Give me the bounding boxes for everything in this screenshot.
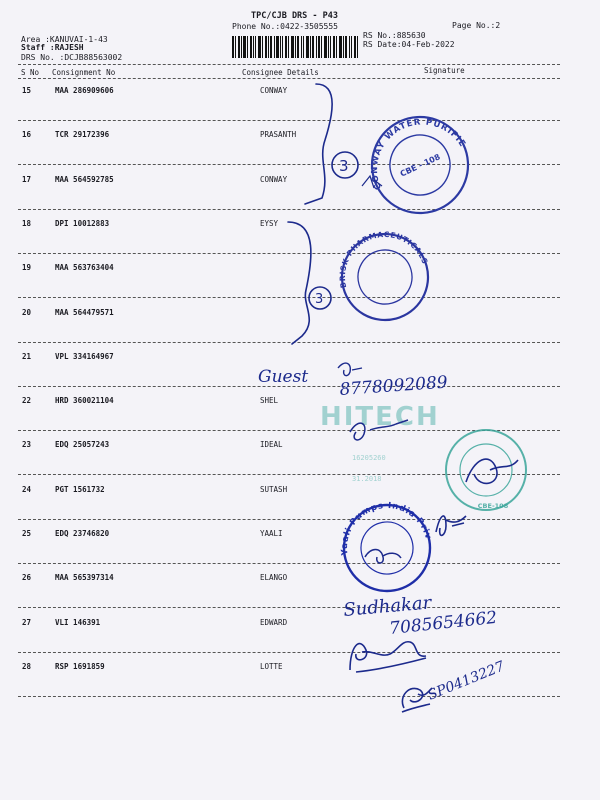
row-consignment-number: TCR 29172396 xyxy=(55,130,110,139)
row-consignee-name: EDWARD xyxy=(260,618,288,627)
row-divider xyxy=(18,164,560,165)
consignment-row xyxy=(0,304,600,348)
row-divider xyxy=(18,253,560,254)
row-consignee-name: SHEL xyxy=(260,396,279,405)
consignment-row xyxy=(0,614,600,658)
row-consignment-number: RSP 1691859 xyxy=(55,662,105,671)
svg-text:CBE-108: CBE-108 xyxy=(477,502,509,510)
row-consignee-name: ELANGO xyxy=(260,573,288,582)
conway-stamp-text: CONWAY WATER PURIFIER xyxy=(370,117,468,192)
row-consignee-name: PRASANTH xyxy=(260,130,297,139)
row21-phone: 8778092089 xyxy=(338,372,449,400)
row-divider xyxy=(18,652,560,653)
row-consignee-name: YAALI xyxy=(260,529,283,538)
row26-phone: 7085654662 xyxy=(388,607,499,639)
row-consignment-number: MAA 563763404 xyxy=(55,263,114,272)
row-divider xyxy=(18,120,560,121)
phone-number: Phone No.:0422-3505555 xyxy=(232,22,338,31)
row-divider xyxy=(18,696,560,697)
consignment-row xyxy=(0,658,600,702)
conway-stamp-city: CBE - 108 xyxy=(398,152,442,179)
row-divider xyxy=(18,607,560,608)
page-number: Page No.:2 xyxy=(452,21,501,30)
consignment-row xyxy=(0,436,600,480)
column-consignment: Consignment No xyxy=(52,68,116,77)
header-divider-bottom xyxy=(18,78,560,79)
svg-text:16205260: 16205260 xyxy=(352,454,386,462)
sheet-title: TPC/CJB DRS - P43 xyxy=(251,11,338,21)
row-consignment-number: HRD 360021104 xyxy=(55,396,114,405)
row-serial-number: 15 xyxy=(22,86,32,95)
row17-count: 3 xyxy=(339,157,349,175)
row-serial-number: 22 xyxy=(22,396,32,405)
row21-signature: Guest xyxy=(258,367,309,387)
consignment-row xyxy=(0,481,600,525)
row-divider xyxy=(18,386,560,387)
row-consignee-name: IDEAL xyxy=(260,440,283,449)
consignment-row xyxy=(0,259,600,303)
row-consignment-number: EDQ 25057243 xyxy=(55,440,110,449)
row-serial-number: 19 xyxy=(22,263,32,272)
column-signature: Signature xyxy=(424,66,465,75)
row-serial-number: 17 xyxy=(22,175,32,184)
row-consignment-number: MAA 564592785 xyxy=(55,175,114,184)
svg-text:HITECH: HITECH xyxy=(320,402,440,432)
rs-number: RS No.:885630 xyxy=(363,31,426,40)
row-serial-number: 25 xyxy=(22,529,32,538)
header-divider-top xyxy=(18,64,560,65)
row-serial-number: 27 xyxy=(22,618,32,627)
row-serial-number: 20 xyxy=(22,308,32,317)
row-serial-number: 18 xyxy=(22,219,32,228)
row-consignment-number: PGT 1561732 xyxy=(55,485,105,494)
column-consignee: Consignee Details xyxy=(242,68,319,77)
area-label: Area :KANUVAI-1-43 xyxy=(21,35,108,44)
consignment-row xyxy=(0,82,600,126)
row-consignee-name: CONWAY xyxy=(260,86,288,95)
consignment-row xyxy=(0,392,600,436)
row-consignment-number: VPL 334164967 xyxy=(55,352,114,361)
row-serial-number: 16 xyxy=(22,130,32,139)
row-divider xyxy=(18,563,560,564)
row-consignment-number: MAA 564479571 xyxy=(55,308,114,317)
row-serial-number: 24 xyxy=(22,485,32,494)
row28-code: SP0413227 xyxy=(425,658,507,704)
row20-count: 3 xyxy=(315,292,324,307)
consignment-row xyxy=(0,525,600,569)
row-serial-number: 21 xyxy=(22,352,32,361)
consignment-row xyxy=(0,569,600,613)
consignment-row xyxy=(0,126,600,170)
yaali-stamp-text: Yaali Pumps India Private xyxy=(339,500,434,556)
row-divider xyxy=(18,474,560,475)
row-serial-number: 26 xyxy=(22,573,32,582)
rs-date: RS Date:04-Feb-2022 xyxy=(363,40,455,49)
row-divider xyxy=(18,342,560,343)
consignment-row xyxy=(0,215,600,259)
row26-name: Sudhakar xyxy=(342,592,433,621)
row-consignee-name: CONWAY xyxy=(260,175,288,184)
svg-text:31.2018: 31.2018 xyxy=(352,475,382,483)
row-serial-number: 28 xyxy=(22,662,32,671)
row-serial-number: 23 xyxy=(22,440,32,449)
column-sno: S No xyxy=(21,68,40,77)
row-divider xyxy=(18,297,560,298)
row-consignment-number: DPI 10012883 xyxy=(55,219,110,228)
row-consignee-name: EYSY xyxy=(260,219,279,228)
row-divider xyxy=(18,209,560,210)
row-consignment-number: MAA 565397314 xyxy=(55,573,114,582)
row-consignment-number: EDQ 23746820 xyxy=(55,529,110,538)
staff-label: Staff :RAJESH xyxy=(21,43,84,52)
consignment-row xyxy=(0,348,600,392)
row-consignee-name: LOTTE xyxy=(260,662,283,671)
row-divider xyxy=(18,430,560,431)
row-consignment-number: VLI 146391 xyxy=(55,618,101,627)
drs-number: DRS No. :DCJB88563002 xyxy=(21,53,123,62)
row-divider xyxy=(18,519,560,520)
row-consignee-name: SUTASH xyxy=(260,485,288,494)
row-consignment-number: MAA 286909606 xyxy=(55,86,114,95)
pharma-stamp-text: BRISK PHARMACEUTICALS xyxy=(337,229,430,289)
consignment-row xyxy=(0,171,600,215)
barcode xyxy=(232,36,358,58)
